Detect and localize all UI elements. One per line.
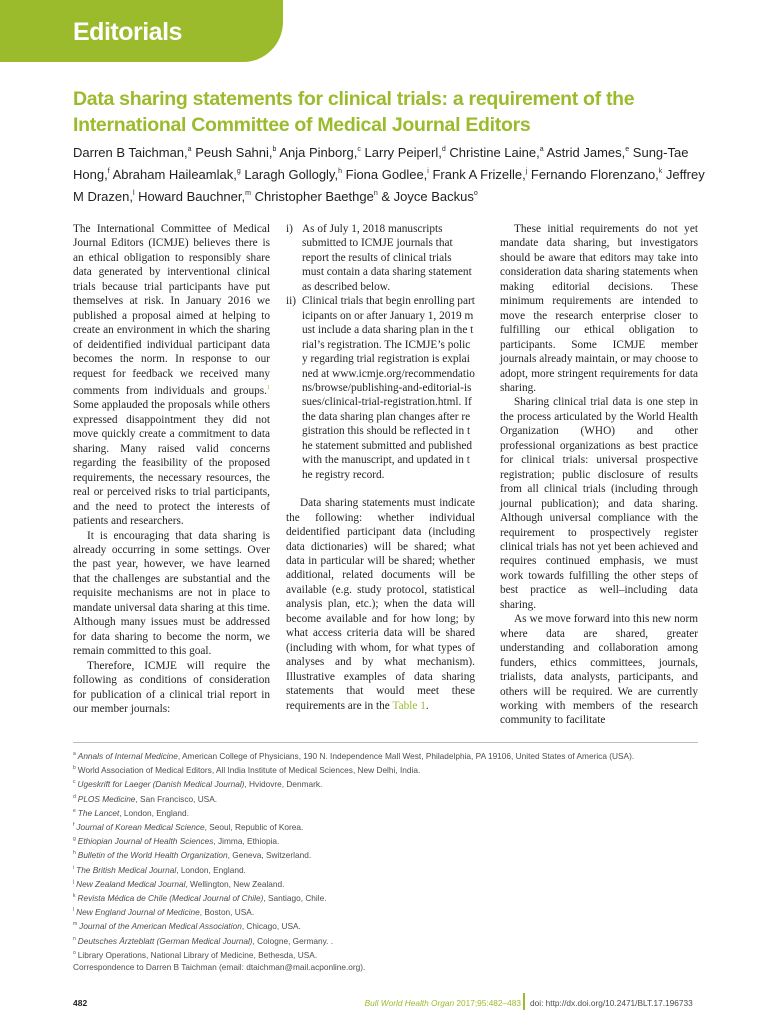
journal-name: Revista Médica de Chile (Medical Journal of Chile) xyxy=(77,893,264,904)
footnote xyxy=(73,862,713,876)
author-list xyxy=(73,140,713,206)
affiliation-mark: a xyxy=(539,146,544,153)
list-number: i) xyxy=(286,223,293,235)
author: Sung-Tae Hong, xyxy=(73,145,689,182)
footnote-text: , London, England. xyxy=(119,807,189,818)
journal-name: Ugeskrift for Laeger (Danish Medical Journal) xyxy=(77,779,245,790)
journal-citation: Bull World Health Organ 2017;95:482–483 xyxy=(364,998,521,1008)
article-title: Data sharing statements for clinical trials: a requirement of the International Committee of Medical Journal Editors xyxy=(73,88,635,136)
footnote-mark: k xyxy=(73,893,76,900)
body-column-1 xyxy=(73,222,270,716)
footnote xyxy=(73,847,713,861)
footnote xyxy=(73,961,713,973)
footnote xyxy=(73,805,713,819)
author: Astrid James, xyxy=(546,145,626,160)
affiliation-mark: g xyxy=(236,168,241,175)
author: & Joyce Backus xyxy=(381,189,474,204)
affiliation-mark: i xyxy=(427,168,429,175)
author: Peush Sahni, xyxy=(195,145,273,160)
footnote-text: , Geneva, Switzerland. xyxy=(227,850,312,861)
footnote-mark: e xyxy=(73,807,76,814)
footnote-text: , Cologne, Germany. . xyxy=(252,935,334,946)
body-column-3 xyxy=(500,222,698,728)
footnote xyxy=(73,819,713,833)
footnote-mark: l xyxy=(73,907,75,914)
footnote-text: , San Francisco, USA. xyxy=(135,793,218,804)
journal-name: New Zealand Medical Journal xyxy=(76,878,186,889)
journal-name: Bulletin of the World Health Organization xyxy=(77,850,228,861)
list-text: Clinical trials that begin enrolling participants on or after January 1, 2019 must include a data sharing plan in the trial’s registration. The ICMJE’s policy regarding trial registration is explained at www.icmje.org/recommendations/browse/publishing-and-editorial-issues/clinical-trial-registration.html. If the data sharing plan changes after registration this should be reflected in the statement submitted and published with the manuscript, and updated in the registry record. xyxy=(302,295,475,481)
page-number: 482 xyxy=(73,998,88,1008)
footnote-text: , Boston, USA. xyxy=(199,907,255,918)
affiliation-mark: d xyxy=(441,146,446,153)
author: Anja Pinborg, xyxy=(279,145,358,160)
footnote-mark: h xyxy=(73,850,76,857)
footnote xyxy=(73,776,713,790)
paragraph: Data sharing statements must indicate the following: whether individual deidentified participant data (including data dictionaries) will be shared; what data in particular will be shared; whether additional, related documents will be available (e.g. study protocol, statistical analysis plan, etc.); when the data will become available and for how long; by what access criteria data will be shared (including with whom, for what types of analyses and by what mechanism). Illustrative examples of data sharing statements that would meet these requirements are in the Table 1. xyxy=(286,497,475,712)
affiliation-mark: c xyxy=(357,146,361,153)
journal-name: New England Journal of Medicine xyxy=(76,907,200,918)
footnote xyxy=(73,876,713,890)
footnote-mark: c xyxy=(73,779,76,786)
table-1-link[interactable]: Table 1 xyxy=(392,699,426,712)
author: Fiona Godlee, xyxy=(345,167,428,182)
paragraph: It is encouraging that data sharing is already occurring in some settings. Over the past year, however, we have learned that the challenges are substantial and the requisite mechanisms are not in place to mandate universal data sharing at this time. Although many issues must be addressed for data sharing to become the norm, we remain committed to this goal. xyxy=(73,529,270,658)
footnote xyxy=(73,748,713,762)
footnote xyxy=(73,904,713,918)
footnote-mark: a xyxy=(73,751,76,757)
affiliation-mark: n xyxy=(373,190,378,197)
journal-name: The Lancet xyxy=(77,807,120,818)
footnote-text: , American College of Physicians, 190 N. Independence Mall West, Philadelphia, PA 19106, United States of America (USA). xyxy=(177,751,635,761)
author: Laragh Gollogly, xyxy=(244,167,339,182)
paragraph: These initial requirements do not yet mandate data sharing, but investigators should be aware that editors may take into consideration data sharing statements when making editorial decisions. These minimum requirements are intended to move the research enterprise closer to fulfilling our ethical obligation to participants. Some ICMJE member journals already maintain, or may choose to adopt, more stringent requirements for data sharing. xyxy=(500,223,698,394)
footnote-text: , Hvidovre, Denmark. xyxy=(244,779,323,790)
section-banner xyxy=(0,0,283,62)
footnote xyxy=(73,791,713,805)
footnote-text: Correspondence to Darren B Taichman (email: dtaichman@mail.acponline.org). xyxy=(73,962,366,973)
paragraph: The International Committee of Medical Journal Editors (ICMJE) believes there is an ethical obligation to responsibly share data generated by interventional clinical trials because trial participants have put themselves at risk. In January 2016 we published a proposal aimed at helping to create an environment in which the sharing of deidentified individual participant data becomes the norm. In response to our request for feedback we received many comments from individuals and groups.$^1$ Some applauded the proposals while others expressed disappointment they did not move quickly create a commitment to data sharing. Many raised valid concerns regarding the feasibility of the proposed requirements, the necessary resources, the real or perceived risks to trial participants, and the need to protect the interests of patients and researchers. xyxy=(73,223,270,528)
affiliation-mark: a xyxy=(187,146,192,153)
body-column-2 xyxy=(286,222,475,713)
affiliation-mark: k xyxy=(658,168,663,175)
footnote-mark: m xyxy=(73,921,78,928)
list-text: As of July 1, 2018 manuscripts submitted to ICMJE journals that report the results of clinical trials must contain a data sharing statement as described below. xyxy=(302,223,472,293)
author: Christine Laine, xyxy=(449,145,540,160)
affiliation-mark: f xyxy=(107,168,110,175)
author: Christopher Baethge xyxy=(254,189,374,204)
footnote-mark: o xyxy=(73,949,76,956)
footnote-text: World Association of Medical Editors, All India Institute of Medical Sciences, New Delhi, India. xyxy=(77,765,421,776)
author: Darren B Taichman, xyxy=(73,145,188,160)
footer-divider-bar xyxy=(523,993,525,1010)
journal-name: Annals of Internal Medicine xyxy=(77,751,178,761)
footnote-mark: g xyxy=(73,836,76,843)
footnote-mark: n xyxy=(73,935,76,942)
footnote-text: , Seoul, Republic of Korea. xyxy=(204,822,304,833)
affiliation-mark: e xyxy=(625,146,630,153)
footnote xyxy=(73,933,713,947)
doi-link[interactable]: doi: http://dx.doi.org/10.2471/BLT.17.196733 xyxy=(530,998,693,1008)
footnote-text: , Jimma, Ethiopia. xyxy=(213,836,280,847)
footnote-divider xyxy=(73,742,698,743)
affiliation-footnotes xyxy=(73,748,713,973)
journal-name: Journal of Korean Medical Science xyxy=(76,822,205,833)
author: Jeffrey M Drazen, xyxy=(73,167,705,204)
journal-name: Ethiopian Journal of Health Sciences xyxy=(77,836,214,847)
journal-name: Journal of the American Medical Association xyxy=(79,921,242,932)
affiliation-mark: m xyxy=(245,190,251,197)
footnote-text: , Wellington, New Zealand. xyxy=(185,878,285,889)
reference-mark[interactable]: 1 xyxy=(267,384,270,391)
journal-name: PLOS Medicine xyxy=(77,793,136,804)
footnote-mark: b xyxy=(73,765,76,772)
affiliation-mark: h xyxy=(338,168,342,175)
list-number: ii) xyxy=(286,295,297,308)
author: Howard Bauchner, xyxy=(138,189,246,204)
footnote-text: , London, England. xyxy=(176,864,246,875)
footnote-text: Library Operations, National Library of Medicine, Bethesda, USA. xyxy=(77,949,318,960)
journal-name: The British Medical Journal xyxy=(76,864,177,875)
paragraph: As we move forward into this new norm where data are shared, greater understanding and collaboration among funders, ethics committees, journals, trialists, data analysts, participants, and others will be required. We are currently working with members of the research community to facilitate xyxy=(500,613,698,727)
list-item xyxy=(286,222,475,294)
footnote-mark: i xyxy=(73,864,75,871)
footnote xyxy=(73,833,713,847)
author: Fernando Florenzano, xyxy=(530,167,659,182)
affiliation-mark: b xyxy=(272,146,277,153)
author: Larry Peiperl, xyxy=(364,145,442,160)
footnote xyxy=(73,947,713,961)
paragraph: Therefore, ICMJE will require the following as conditions of consideration for publication of a clinical trial report in our member journals: xyxy=(73,659,270,715)
affiliation-mark: l xyxy=(132,190,135,197)
footnote xyxy=(73,762,713,776)
list-item xyxy=(286,294,475,482)
footnote-mark: f xyxy=(73,822,75,829)
affiliation-mark: j xyxy=(525,168,528,175)
footnote-text: , Chicago, USA. xyxy=(241,921,301,932)
journal-name: Deutsches Ärzteblatt (German Medical Journal) xyxy=(77,935,253,946)
section-label: Editorials xyxy=(73,18,182,46)
footnote-text: , Santiago, Chile. xyxy=(263,893,327,904)
affiliation-mark: o xyxy=(473,190,478,197)
footnote-mark: j xyxy=(73,878,75,885)
footnote xyxy=(73,918,713,932)
author: Abraham Haileamlak, xyxy=(112,167,237,182)
footnote-mark: d xyxy=(73,793,76,800)
footnote xyxy=(73,890,713,904)
paragraph: Sharing clinical trial data is one step in the process articulated by the World Health Organization (WHO) and other professional organizations as best practice for clinical trials: universal prospective registration; public disclosure of results from all clinical trials (including through journal publication); and data sharing. Although universal compliance with the requirement to prospectively register clinical trials has not yet been achieved and requires continued emphasis, we must work towards fulfilling the other steps of best practice as well–including data sharing. xyxy=(500,396,698,611)
author: Frank A Frizelle, xyxy=(432,167,526,182)
